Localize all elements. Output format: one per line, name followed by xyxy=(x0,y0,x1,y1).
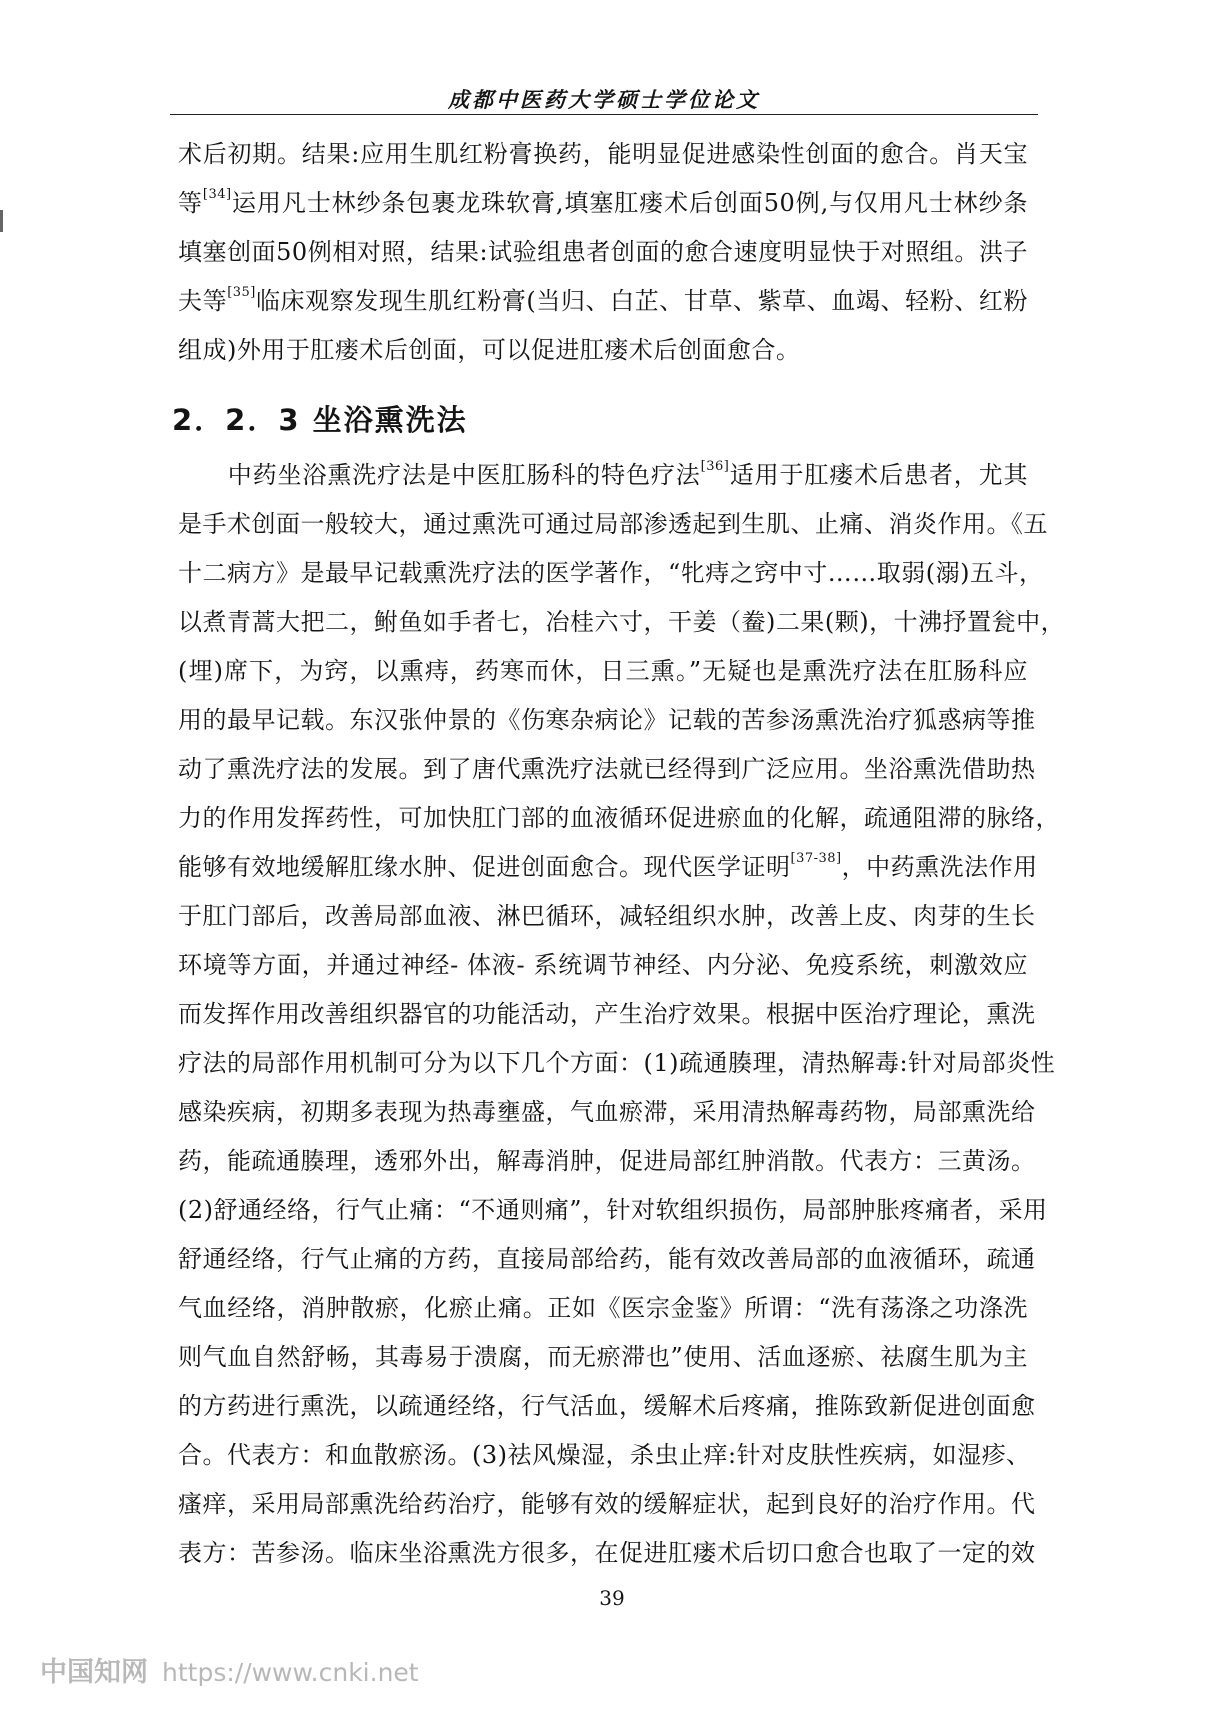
text-line xyxy=(178,1333,1028,1382)
text-line xyxy=(178,1284,1028,1333)
text-line xyxy=(178,179,1028,228)
text-run: 运用凡士林纱条包裹龙珠软膏,填塞肛瘘术后创面50例,与仅用凡士林纱条 xyxy=(231,189,1029,217)
watermark-brand: 中国知网 xyxy=(40,1657,148,1688)
text-line xyxy=(178,941,1028,990)
text-run: 填塞创面50例相对照，结果:试验组患者创面的愈合速度明显快于对照组。洪子 xyxy=(178,238,1028,266)
scan-edge-mark xyxy=(0,210,3,232)
watermark-url: https://www.cnki.net xyxy=(162,1658,419,1687)
text-line xyxy=(178,696,1036,745)
text-run: 感染疾病，初期多表现为热毒壅盛，气血瘀滞，采用清热解毒药物，局部熏洗给 xyxy=(178,1098,1036,1126)
text-line xyxy=(178,1382,1036,1431)
citation-marker: [37-38] xyxy=(790,851,842,866)
text-run: 于肛门部后，改善局部血液、淋巴循环，减轻组织水肿，改善上皮、肉芽的生长 xyxy=(178,902,1036,930)
text-run: 用的最早记载。东汉张仲景的《伤寒杂病论》记载的苦参汤熏洗治疗狐惑病等推 xyxy=(178,706,1036,734)
text-line xyxy=(178,892,1036,941)
text-line xyxy=(178,1137,1036,1186)
text-line xyxy=(178,1186,1048,1235)
text-run: 等 xyxy=(178,189,203,217)
text-run: 表方：苦参汤。临床坐浴熏洗方很多，在促进肛瘘术后切口愈合也取了一定的效 xyxy=(178,1539,1036,1567)
text-line xyxy=(178,451,1028,500)
text-line xyxy=(178,130,1028,179)
text-run: 气血经络，消肿散瘀，化瘀止痛。正如《医宗金鉴》所谓：“洗有荡涤之功涤洗 xyxy=(178,1294,1028,1322)
text-run: 动了熏洗疗法的发展。到了唐代熏洗疗法就已经得到广泛应用。坐浴熏洗借助热 xyxy=(178,755,1036,783)
header-rule xyxy=(170,114,1038,115)
running-header: 成都中医药大学硕士学位论文 xyxy=(448,87,760,112)
text-line xyxy=(178,1088,1036,1137)
text-line xyxy=(178,990,1036,1039)
text-line xyxy=(178,1431,1031,1480)
paragraph-2 xyxy=(178,451,1066,1578)
text-run: ，中药熏洗法作用 xyxy=(841,853,1038,881)
text-line xyxy=(178,794,1060,843)
text-run: 夫等 xyxy=(178,287,228,315)
text-line xyxy=(178,549,1044,598)
text-run: 适用于肛瘘术后患者，尤其 xyxy=(729,461,1029,489)
text-run: 术后初期。结果:应用生肌红粉膏换药，能明显促进感染性创面的愈合。肖天宝 xyxy=(178,140,1028,168)
text-run: 疗法的局部作用机制可分为以下几个方面：(1)疏通腠理，清热解毒:针对局部炎性 xyxy=(178,1049,1056,1077)
section-heading: 2．2．3 坐浴熏洗法 xyxy=(172,403,468,437)
text-line xyxy=(178,228,1028,277)
text-line xyxy=(178,1529,1036,1578)
text-line xyxy=(178,277,1028,326)
page-number: 39 xyxy=(599,1586,625,1610)
text-run: 组成)外用于肛瘘术后创面，可以促进肛瘘术后创面愈合。 xyxy=(178,336,801,364)
text-run: 能够有效地缓解肛缘水肿、促进创面愈合。现代医学证明 xyxy=(178,853,791,881)
text-run: 力的作用发挥药性，可加快肛门部的血液循环促进瘀血的化解，疏通阻滞的脉络， xyxy=(178,804,1060,832)
text-line xyxy=(178,1039,1056,1088)
citation-marker: [35] xyxy=(227,285,256,300)
text-run: 舒通经络，行气止痛的方药，直接局部给药，能有效改善局部的血液循环，疏通 xyxy=(178,1245,1036,1273)
text-line xyxy=(178,647,1028,696)
paragraph-1 xyxy=(178,130,1028,375)
text-line xyxy=(178,1480,1036,1529)
text-run: 环境等方面，并通过神经- 体液- 系统调节神经、内分泌、免疫系统，刺激效应 xyxy=(178,951,1028,979)
text-run: (埋)席下，为窍，以熏痔，药寒而休，日三熏。”无疑也是熏洗疗法在肛肠科应 xyxy=(178,657,1028,685)
watermark xyxy=(40,1650,419,1689)
text-run: 临床观察发现生肌红粉膏(当归、白芷、甘草、紫草、血竭、轻粉、红粉 xyxy=(255,287,1029,315)
text-line xyxy=(178,745,1036,794)
text-run: 的方药进行熏洗，以疏通经络，行气活血，缓解术后疼痛，推陈致新促进创面愈 xyxy=(178,1392,1036,1420)
text-run: (2)舒通经络，行气止痛：“不通则痛”，针对软组织损伤，局部肿胀疼痛者，采用 xyxy=(178,1196,1048,1224)
text-line xyxy=(178,598,1066,647)
text-run: 瘙痒，采用局部熏洗给药治疗，能够有效的缓解症状，起到良好的治疗作用。代 xyxy=(178,1490,1036,1518)
text-run: 中药坐浴熏洗疗法是中医肛肠科的特色疗法 xyxy=(178,461,701,489)
citation-marker: [36] xyxy=(700,459,730,474)
text-line xyxy=(178,1235,1036,1284)
text-run: 而发挥作用改善组织器官的功能活动，产生治疗效果。根据中医治疗理论，熏洗 xyxy=(178,1000,1036,1028)
text-line xyxy=(178,500,1048,549)
text-line xyxy=(178,843,1038,892)
text-line xyxy=(178,326,1028,375)
citation-marker: [34] xyxy=(202,187,232,202)
text-run: 药，能疏通腠理，透邪外出，解毒消肿，促进局部红肿消散。代表方：三黄汤。 xyxy=(178,1147,1036,1175)
text-run: 十二病方》是最早记载熏洗疗法的医学著作，“牝痔之窍中寸……取弱(溺)五斗， xyxy=(178,559,1044,587)
text-run: 合。代表方：和血散瘀汤。(3)祛风燥湿，杀虫止痒:针对皮肤性疾病，如湿疹、 xyxy=(178,1441,1031,1469)
text-run: 以煮青蒿大把二，鲋鱼如手者七，冶桂六寸，干姜（鲞)二果(颗)，十沸抒置瓮中， xyxy=(178,608,1066,636)
text-run: 是手术创面一般较大，通过熏洗可通过局部渗透起到生肌、止痛、消炎作用。《五 xyxy=(178,510,1048,538)
text-run: 则气血自然舒畅，其毒易于溃腐，而无瘀滞也”使用、活血逐瘀、祛腐生肌为主 xyxy=(178,1343,1028,1371)
